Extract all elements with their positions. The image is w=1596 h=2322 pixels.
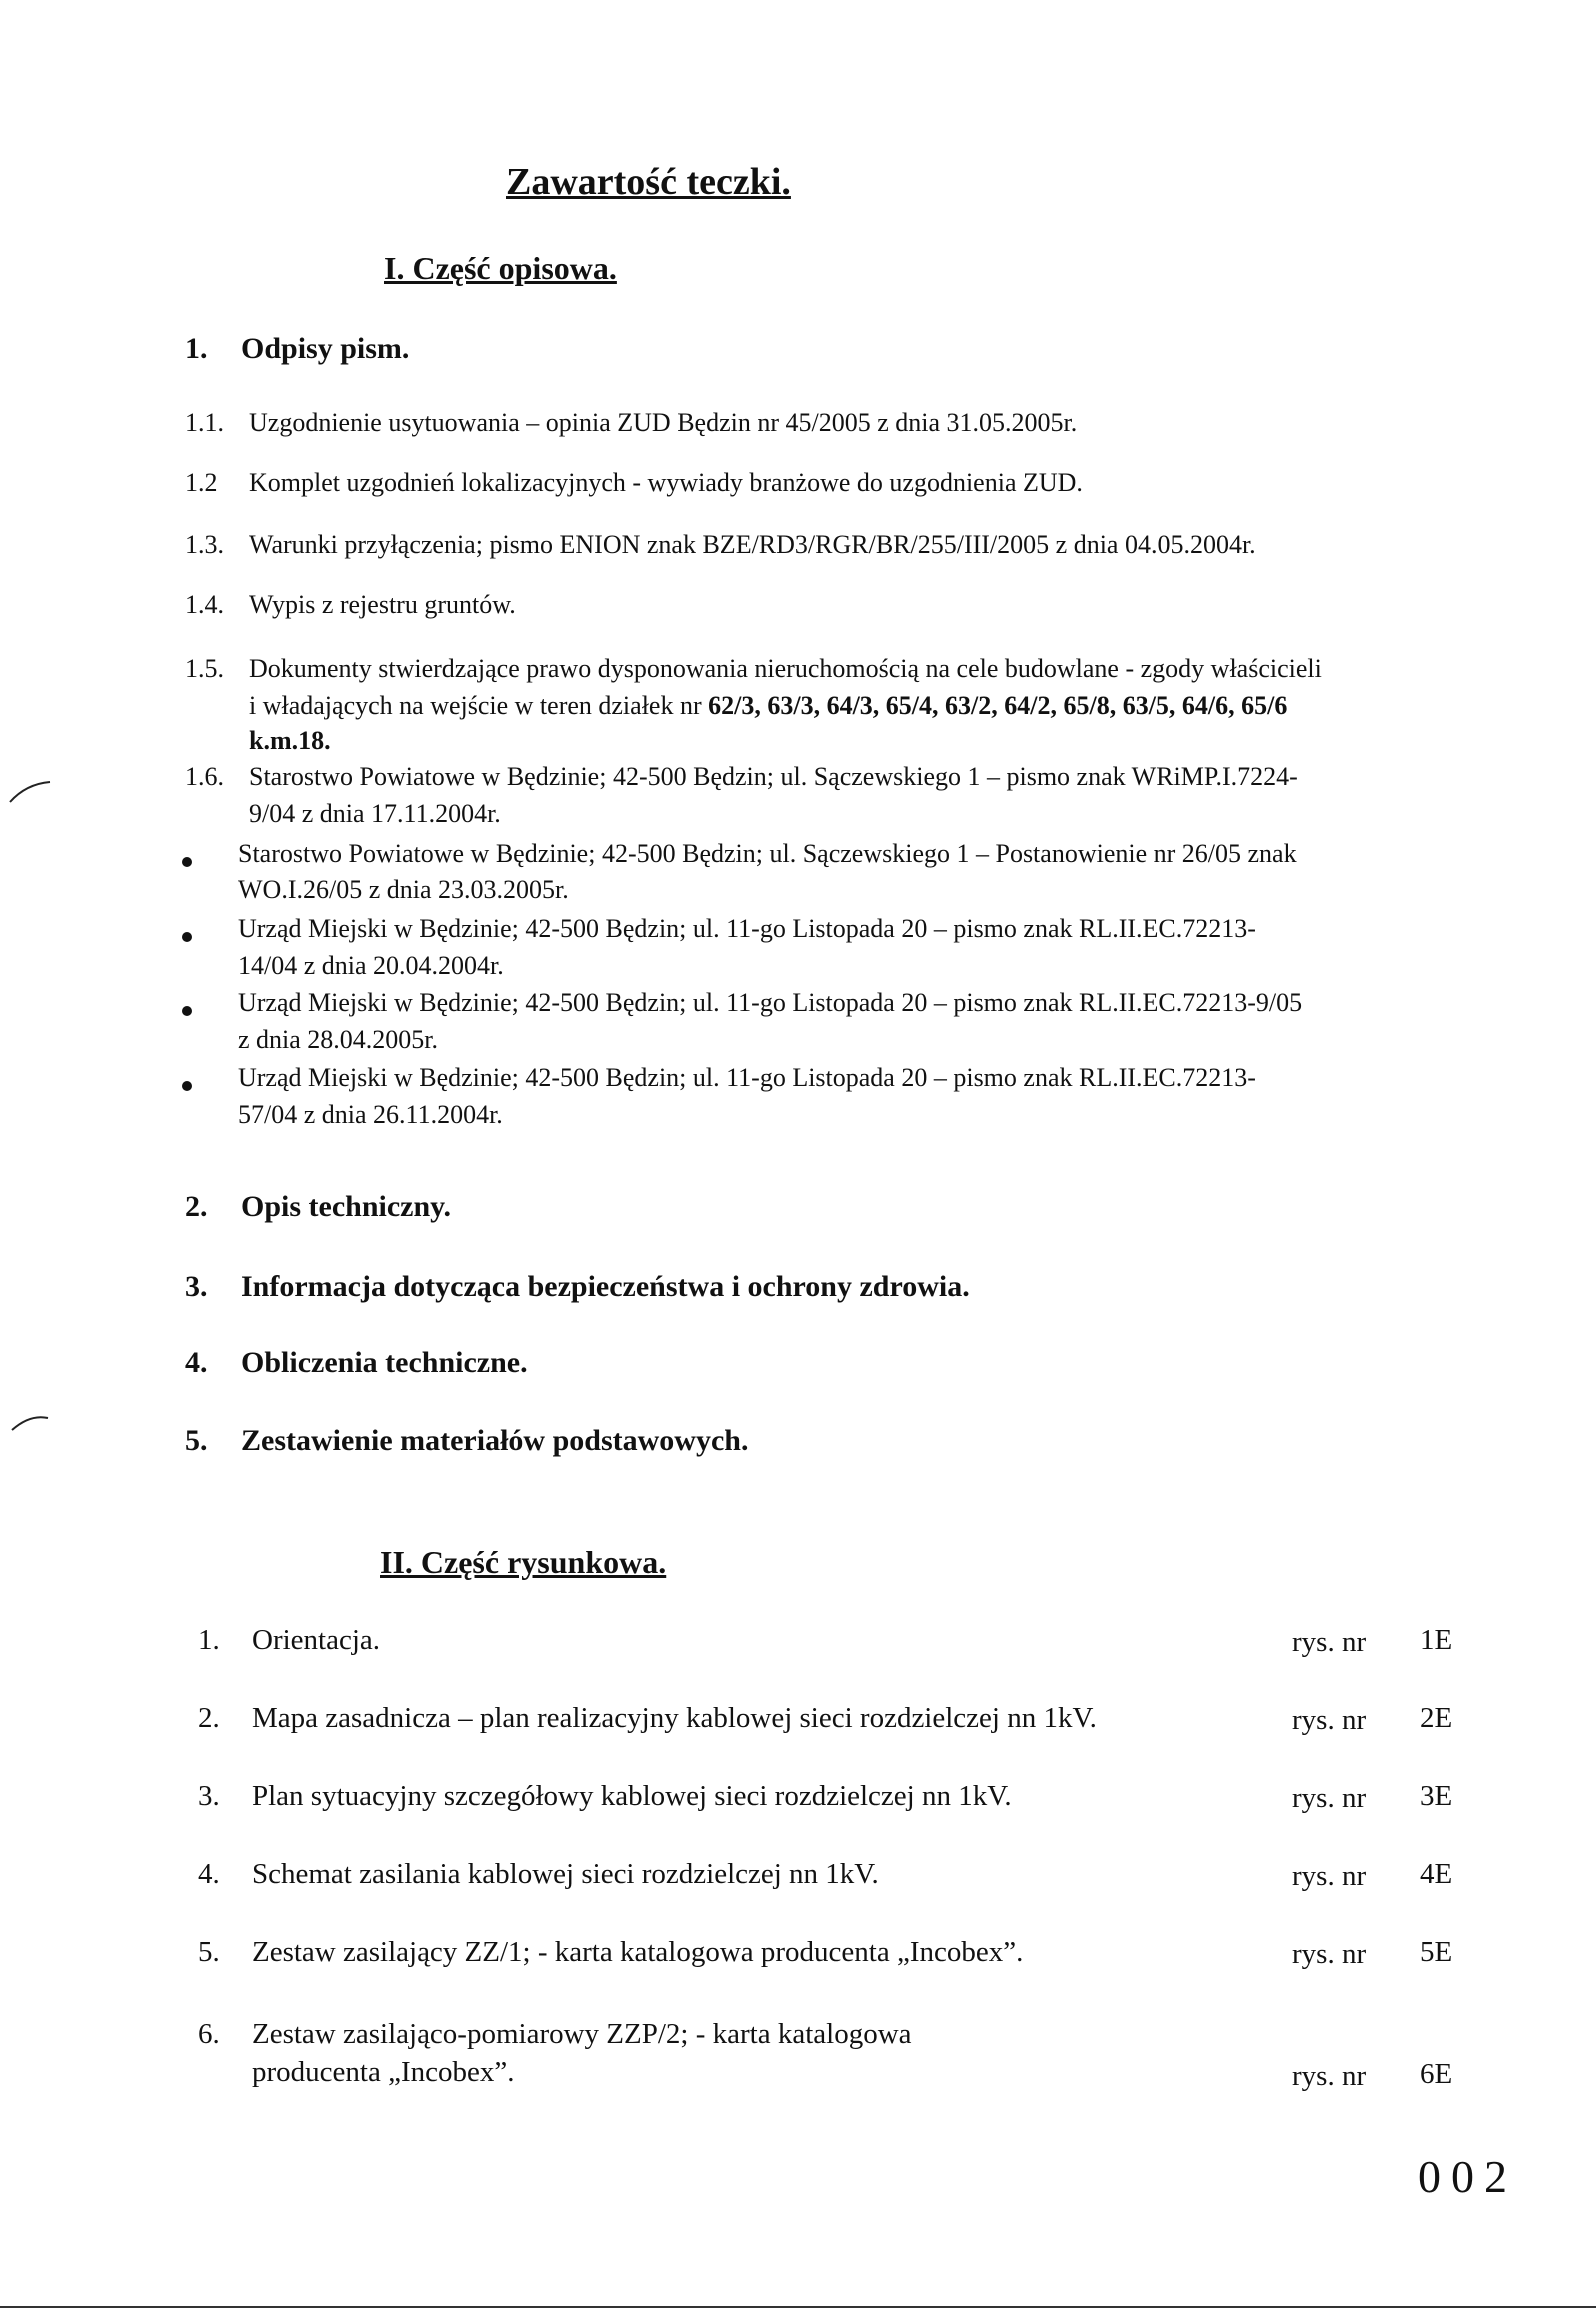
scan-mark-icon — [8, 1408, 58, 1438]
item-text-line1: Starostwo Powiatowe w Będzinie; 42-500 Będzin; ul. Sączewskiego 1 – pismo znak WRiMP.I.7224- — [249, 762, 1298, 791]
drawing-row — [198, 1858, 879, 1891]
list-item — [185, 654, 1322, 684]
list-item — [185, 590, 516, 620]
section-number: 1. — [185, 332, 208, 365]
row-number: 1. — [198, 1624, 220, 1656]
drawing-ref-label: rys. nr — [1292, 1704, 1367, 1736]
item-number: 1.4. — [185, 590, 224, 619]
item-number: 1.5. — [185, 654, 224, 683]
item-number: 1.2 — [185, 468, 218, 497]
row-title: Zestaw zasilająco-pomiarowy ZZP/2; - karta katalogowa — [252, 2018, 912, 2050]
row-number: 4. — [198, 1858, 220, 1890]
row-number: 3. — [198, 1780, 220, 1812]
page-number: 002 — [1418, 2151, 1517, 2202]
section-number: 3. — [185, 1270, 208, 1303]
bullet-icon — [182, 857, 192, 867]
drawing-ref-label: rys. nr — [1292, 1626, 1367, 1658]
bullet-line1: Urząd Miejski w Będzinie; 42-500 Będzin; ul. 11-go Listopada 20 – pismo znak RL.II.EC.72213- — [238, 1063, 1256, 1092]
part2-heading: II. Część rysunkowa. — [380, 1544, 667, 1580]
item-number: 1.3. — [185, 530, 224, 559]
section-number: 4. — [185, 1346, 208, 1379]
drawing-row — [198, 2018, 912, 2051]
bullet-icon — [182, 1081, 192, 1091]
bullet-line2: 57/04 z dnia 26.11.2004r. — [238, 1100, 503, 1129]
list-item — [185, 762, 1298, 792]
row-number: 2. — [198, 1702, 220, 1734]
bullet-line2: 14/04 z dnia 20.04.2004r. — [238, 951, 504, 980]
section-heading — [185, 332, 409, 366]
section-heading — [185, 1346, 528, 1380]
section-label: Zestawienie materiałów podstawowych. — [241, 1424, 749, 1457]
item-text: Warunki przyłączenia; pismo ENION znak BZE/RD3/RGR/BR/255/III/2005 z dnia 04.05.2004r. — [249, 530, 1256, 559]
drawing-ref-label: rys. nr — [1292, 1782, 1367, 1814]
drawing-code: 3E — [1420, 1780, 1453, 1812]
drawing-row — [198, 1702, 1097, 1735]
item-text: Wypis z rejestru gruntów. — [249, 590, 516, 619]
row-title: Zestaw zasilający ZZ/1; - karta katalogowa producenta „Incobex”. — [252, 1936, 1024, 1968]
drawing-row — [198, 1624, 380, 1657]
list-item — [185, 408, 1077, 438]
section-number: 5. — [185, 1424, 208, 1457]
row-title: Mapa zasadnicza – plan realizacyjny kablowej sieci rozdzielczej nn 1kV. — [252, 1702, 1097, 1734]
list-item — [185, 468, 1083, 498]
bullet-line1: Starostwo Powiatowe w Będzinie; 42-500 Będzin; ul. Sączewskiego 1 – Postanowienie nr 26/05 znak — [238, 839, 1297, 868]
row-title: Plan sytuacyjny szczegółowy kablowej sieci rozdzielczej nn 1kV. — [252, 1780, 1012, 1812]
section-label: Opis techniczny. — [241, 1190, 452, 1223]
scan-mark-icon — [6, 778, 56, 808]
item-text: Komplet uzgodnień lokalizacyjnych - wywiady branżowe do uzgodnienia ZUD. — [249, 468, 1083, 497]
drawing-row — [198, 1936, 1023, 1969]
drawing-code: 5E — [1420, 1936, 1453, 1968]
drawing-ref-label: rys. nr — [1292, 1860, 1367, 1892]
drawing-ref-label: rys. nr — [1292, 2060, 1367, 2092]
scan-edge-line — [0, 2306, 1596, 2308]
drawing-code: 4E — [1420, 1858, 1453, 1890]
drawing-ref-label: rys. nr — [1292, 1938, 1367, 1970]
item-text: i władających na wejście w teren działek nr — [249, 691, 709, 720]
section-label: Informacja dotycząca bezpieczeństwa i ochrony zdrowia. — [241, 1270, 970, 1303]
section-number: 2. — [185, 1190, 208, 1223]
row-number: 5. — [198, 1936, 220, 1968]
row-title: Schemat zasilania kablowej sieci rozdzielczej nn 1kV. — [252, 1858, 879, 1890]
bullet-icon — [182, 1006, 192, 1016]
row-title: Orientacja. — [252, 1624, 381, 1656]
list-item — [185, 530, 1256, 560]
section-heading — [185, 1270, 970, 1304]
bullet-line2: WO.I.26/05 z dnia 23.03.2005r. — [238, 875, 569, 904]
drawing-code: 1E — [1420, 1624, 1453, 1656]
drawing-code: 6E — [1420, 2058, 1453, 2090]
row-title-line2: producenta „Incobex”. — [252, 2056, 515, 2088]
item-text-line2 — [249, 691, 1287, 721]
item-text-line2: 9/04 z dnia 17.11.2004r. — [249, 799, 501, 828]
item-text: Uzgodnienie usytuowania – opinia ZUD Będzin nr 45/2005 z dnia 31.05.2005r. — [249, 408, 1078, 437]
drawing-row — [198, 1780, 1012, 1813]
item-text-line1: Dokumenty stwierdzające prawo dysponowania nieruchomością na cele budowlane - zgody właścicieli — [249, 654, 1322, 683]
bullet-line2: z dnia 28.04.2005r. — [238, 1025, 439, 1054]
section-heading — [185, 1424, 748, 1458]
section-heading — [185, 1190, 451, 1224]
bullet-line1: Urząd Miejski w Będzinie; 42-500 Będzin; ul. 11-go Listopada 20 – pismo znak RL.II.EC.72213-9/05 — [238, 988, 1303, 1017]
document-title: Zawartość teczki. — [506, 161, 791, 203]
drawing-code: 2E — [1420, 1702, 1453, 1734]
part1-heading: I. Część opisowa. — [384, 250, 617, 286]
section-label: Odpisy pism. — [241, 332, 410, 365]
item-number: 1.6. — [185, 762, 224, 791]
bullet-line1: Urząd Miejski w Będzinie; 42-500 Będzin; ul. 11-go Listopada 20 – pismo znak RL.II.EC.72213- — [238, 914, 1256, 943]
item-number: 1.1. — [185, 408, 224, 437]
section-label: Obliczenia techniczne. — [241, 1346, 528, 1379]
row-number: 6. — [198, 2018, 220, 2050]
bullet-icon — [182, 932, 192, 942]
parcel-numbers: 62/3, 63/3, 64/3, 65/4, 63/2, 64/2, 65/8, 63/5, 64/6, 65/6 — [708, 691, 1288, 720]
item-text-line3: k.m.18. — [249, 726, 331, 755]
